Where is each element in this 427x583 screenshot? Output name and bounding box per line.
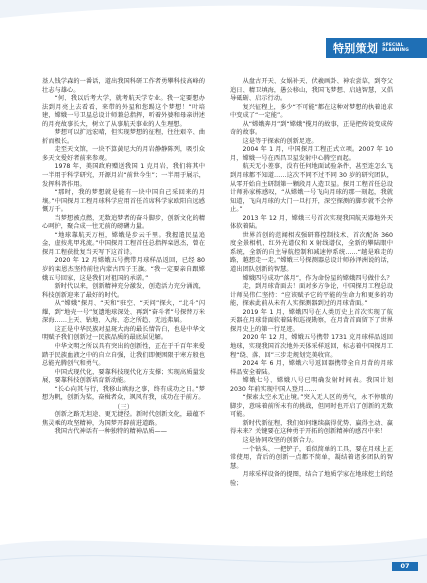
article-paragraph: “地球靠航天万桓，嫦娥是步云千里。我握遣民星追金，虚按兆甲兆流。”中国探月工程首任总指挥栾恩杰，曾在探月工程获批复当天写下这首诗。	[42, 231, 205, 256]
article-paragraph: 创新之路无坦途、更无捷径。新时代创新文化，最蕴不焦灵乘的攻坚精神，为国梦开辟前进道路。	[42, 411, 205, 427]
article-paragraph: 走至天文馆，一块不算黄尼大的月岩静静陈列，吸引众多天文爱好者前来参观。	[42, 146, 205, 162]
article-paragraph: 我国古代神话有一种独特的精神品质——	[54, 428, 167, 436]
section-number: （三）	[113, 402, 134, 411]
left-column	[42, 78, 205, 437]
article-paragraph: “何、我以后考大学，就考航天学专业。我一定要想办法到月亮上去看看，来带的外星和您踢这个梦想！”叶培建，嫦娥一号卫星总设计师兼总指挥，听着外婆和母亲讲述的月亮故事长大，树立了从事航天事业的人生理想。	[42, 95, 205, 128]
article-paragraph: 这是协同攻坚的创新合力。	[242, 436, 318, 444]
article-paragraph: 当梦想被点燃，无数追梦者的奋斗脚步，创新文化的精心呵护，聚合成一往无前的磅礴力量。	[42, 214, 205, 231]
article-paragraph: 一个钻头、一把铲子，看似简单的工具，要在月球上正常使用，背后的创新一点都不简单，凝结着诸多团队的智慧。	[230, 445, 393, 470]
page-number: 07	[392, 562, 418, 571]
article-paragraph: 2019 年 1 月，嫦娥四号在人类历史上首次实现了航天器在月球背面软着陆和巡视勘察，在月背首面留下了世界探月史上的第一行足迹。	[230, 308, 393, 333]
section-header-subtitle-line2: PLANNING	[382, 48, 409, 53]
article-paragraph: 航天无小差事，没有任何地面试验条件，甚至连怎么飞到月球都不知道……这次不同不过不同 30 岁的研究团队，从零开始自主研制第一颗段月人造卫星。探月工程首任总设计师孙家栋感叹，“从嫦娥一号飞向月球的那一刻起，我就知道，飞向月球的大门一旦打开，深空探测的脚步就不会停止。”	[230, 163, 393, 214]
right-column	[230, 78, 393, 488]
article-paragraph: 2013 年 12 月，嫦娥三号首次实现我国航天器地外天体软着陆。	[230, 214, 393, 231]
article-paragraph: 月球采样设备的提图，结合了地质学家在地球挖土的经验；	[230, 471, 393, 487]
article-paragraph: 从“嫦娥奔月”到“嫦娥”揽月的故事，正是把传说变成传奇的故事。	[230, 120, 393, 137]
section-header	[326, 38, 427, 58]
article-paragraph: 嫦娥七号、嫦娥八号已明确发射时间表。我国计划 2030 年前实现中国人登月……	[230, 377, 393, 393]
article-paragraph: 新时代以来，创新精神充分激发，创造活力充分涌流，科技创新迎来了最好的时代。	[42, 283, 205, 299]
article-paragraph: 中华文明之所以具有突出的创新性，正在于千百年来爱踏于民族血液之中的自立自强，让我们即便困限于寒方般也总能光腾创气和勇气。	[42, 342, 205, 368]
article-paragraph: 2020 年 12 月嫦娥五号携带月球样品返回，已经 80 岁的栾恩杰坚持前往内蒙古四子王旗。“我一定要亲自跟嫦娥五号回家，这是我们对祖国的承诺。”	[42, 257, 205, 282]
article-paragraph: 新时代新征程，我们如何继续赢得优势、赢得主动、赢得未来？关键要在这种勇于开拓的创新精神的感召中来！	[230, 419, 393, 436]
article-paragraph: 2020 年 12 月，嫦娥五号携带 1731 克月球样品返回地球，实现我国首次地外天体采样返回，标志着中国探月工程“绕、落、回”三步走规划完美收官。	[230, 334, 393, 359]
article-paragraph: 中国式现代化，要靠科技现代化方支撑；实现高质量发展，要靠科技创新培育新动能。	[42, 368, 205, 385]
article-paragraph: “那时，我的梦想就是能有一块中国自己采回来的月壤。”中国探月工程月球科学应用首任首席科学家欧阳自远感慨万千。	[42, 189, 205, 214]
article-paragraph: 这正是中华民族对星斑大海的最长情告白，也是中华文明赋予我们创新过一民族品质的最底层见解。	[42, 325, 205, 342]
article-paragraph: 2024 年 6 月，嫦娥六号返回器携带全自月背的月球样品安全着陆。	[230, 360, 393, 376]
article-paragraph: 基人钱学森的一番话，道出我国科研工作者勇攀科技高峰的壮志与雄心。	[42, 78, 205, 94]
section-header-subtitle-line1: SPECIAL	[382, 43, 404, 48]
article-paragraph: 走，到月球背面去！面对多方争论，中国探月工程总设计师吴伟仁坚持：“应该赋予它的平能的生命力和更多的功能，探索此前从未有人实探测器到过的月球背面。”	[230, 283, 393, 308]
section-header-subtitle	[382, 43, 409, 53]
article-paragraph: 这是等于探索的创新足迹。	[242, 137, 318, 145]
section-header-title: 特别策划	[333, 42, 379, 55]
article-paragraph: 梦想可以扩远宏晴，但实现梦想的征程，往往艰辛、曲折而极长。	[42, 129, 205, 145]
article-paragraph: 2004 年 1 月，中国探月工程正式立项。2007 年 10 月，嫦娥一号在西昌卫星发射中心腾空而起。	[230, 146, 393, 162]
article-paragraph: 复兴征程上，多少“不可能”都在这种对梦想的执着追求中变成了“一定能”。	[230, 103, 393, 120]
article-paragraph: 从盘古开天、女娲补天、伏羲画卦、神农尝草，到夸父追日、精卫填海，愚公移山，我国飞梦想、启迪智慧，又倡导砥砺、启示行动。	[230, 78, 393, 103]
article-paragraph: 嫦娥四号成功“落月”，作为命份星的嫦娥四号做什么？	[242, 274, 393, 282]
article-paragraph: 世界首创的范闻相戎强研幕控制技术、首次配备 360 度全景相机、红外光谱仪和 X 射线谱仪，全新的攀陆眼中系统，全新的自主导航控制和减速停系统……“越是难走的路，越想走一走。”嫦娥三号探测器总设计师孙泽洲说的话，道出团队创新的智慧。	[230, 231, 393, 274]
article-paragraph: 1978 年，美国政府赠送我国 1 克月岩，我们将其中一半用于科学研究，开源月岩“前世今生”；一半用于展示，发挥科普作用。	[42, 163, 205, 188]
article-paragraph: “探索太空永无止境。”突入无人区的勇气，永不停歇的脚步，意味着前所未有的挑战，但同时也开启了创新的无数可能。	[230, 394, 393, 419]
article-paragraph: 从“嫦娥”探月、“天和”驻空、“天问”探火，“北斗”闪耀，到“地壳一号”复遗地球深处、再到“奋斗者”号探替万米深海……上天、钻地、入海、态之所趋、无远弗届。	[42, 300, 205, 325]
article-paragraph: “长心向其与行，我移山填海之事，终有成功之日。”梦想为帆，创新为桨，奋楫者众，飒风有我，成功在于前方。	[42, 385, 205, 402]
